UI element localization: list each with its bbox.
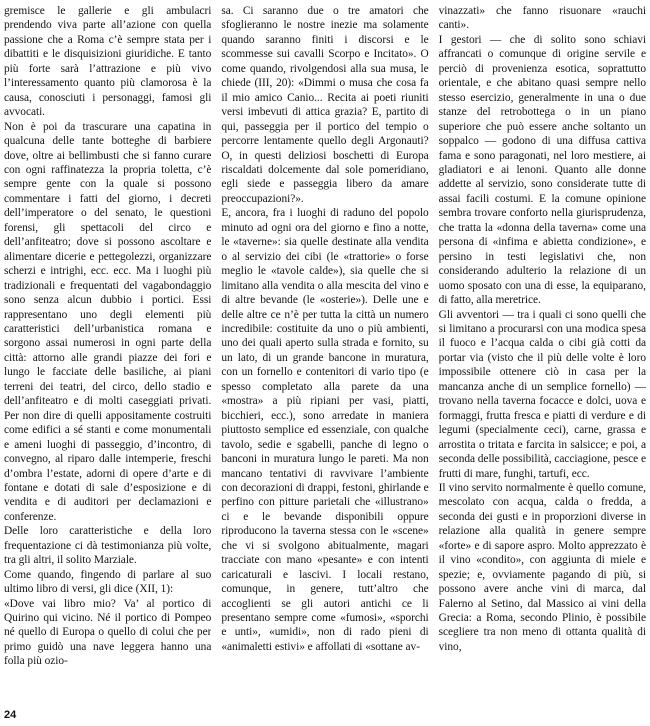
text-column-1 — [4, 4, 211, 704]
page-body — [4, 4, 646, 704]
paragraph: Come quando, fingendo di parlare al suo ultimo libro di versi, gli dice (XII, 1): — [4, 568, 212, 596]
page-number: 24 — [4, 709, 17, 721]
paragraph: Delle loro caratteristiche e della loro frequentazione ci dà testimonianza più volte, tra gli altri, il solito Marziale. — [4, 525, 212, 567]
text-column-3 — [439, 4, 646, 704]
paragraph: sa. Ci saranno due o tre amatori che sfoglieranno le nostre inezie ma solamente quando saranno finiti i discorsi e le scommesse sui cavalli Scorpo e Incitato». O come quando, rivolgendosi alla sua musa, le chiede (III, 20): «Dimmi o musa che cosa fa il mio amico Canio... Recita ai poeti riuniti versi imbevuti di attica grazia? E, partito di qui, passeggia per il portico del tempio o percorre lentamente quello degli Argonauti? O, in questi deliziosi boschetti di Europa riscaldati dolcemente dal sole pomeridiano, egli siede e passeggia libero da amare preoccupazioni?». — [221, 5, 429, 205]
text-column-2 — [221, 4, 428, 704]
paragraph: vinazzati» che fanno risuonare «rauchi canti». — [438, 5, 646, 32]
paragraph: I gestori — che di solito sono schiavi affrancati o comunque di origine servile e perciò di provenienza esotica, soprattutto orientale, e che abitano quasi sempre nello stesso esercizio, generalmente in una o due stanze del retrobottega o in un piano superiore che può essere anche soltanto un soppalco — godono di una diffusa cattiva fama e sono paragonati, nel loro mestiere, ai gladiatori e ai lenoni. Quanto alle donne addette al servizio, sono considerate tutte di assai facili costumi. E la comune opinione sembra trovare conforto nella giurisprudenza, che tratta la «donna della taverna» come una persona di «infima e abietta condizione», e persino in testi legislativi che, non considerando adulterio la relazione di un uomo sposato con una di esse, la equiparano, di fatto, alla meretrice. — [438, 33, 646, 307]
paragraph: Gli avventori — tra i quali ci sono quelli che si limitano a procurarsi con una modica spesa il fuoco e l’acqua calda o cibi già cotti da portar via (visto che il più delle volte è loro impossibile ottenere ciò in casa per la mancanza anche di un semplice fornello) — trovano nella taverna focacce e dolci, uova e formaggi, frutta fresca e piatti di verdure e di legumi (specialmente ceci), carne, grassa e arrostita o tritata e farcita in salsicce; e poi, a seconda delle possibilità, cacciagione, pesce e frutti di mare, funghi, tartufi, ecc. — [438, 308, 646, 480]
paragraph: «Dove vai libro mio? Va’ al portico di Quirino qui vicino. Né il portico di Pompeo né quello di Europa o quello di colui che per primo guidò una nave leggera hanno una folla più ozio- — [4, 597, 212, 668]
paragraph: Non è poi da trascurare una capatina in qualcuna delle tante botteghe di barbiere dove, oltre ai bellimbusti che si fanno curare con ogni raffinatezza la propria toletta, c’è sempre gente con la quale si possono commentare i fatti del giorno, i decreti dell’imperatore o del senato, le questioni forensi, gli spettacoli del circo e dell’anfiteatro; dove si possono ascoltare e alimentare dicerie e pettegolezzi, organizzare scherzi e intrighi, ecc. ecc. Ma i luoghi più tradizionali e frequentati del vagabondaggio sono senza alcun dubbio i portici. Essi rappresentano uno degli elementi più caratteristici dell’urbanistica romana e sorgono assai numerosi in ogni parte della città: attorno alle grandi piazze dei fori e lungo le facciate delle basiliche, ai piani terreni dei teatri, del circo, dello stadio e dell’anfiteatro e di molti caseggiati privati. Per non dire di quelli appositamente costruiti come edifici a sé stanti e come monumentali e ameni luoghi di passeggio, d’incontro, di convegno, al riparo dalle intemperie, freschi d’ombra l’estate, adorni di opere d’arte e di fontane e dotati di sale d’esposizione e di vendita e di auditori per declamazioni e conferenze. — [4, 120, 212, 523]
paragraph: Il vino servito normalmente è quello comune, mescolato con acqua, calda o fredda, a seconda dei gusti e in proporzioni diverse in relazione alla qualità in genere sempre «forte» e di sapore aspro. Molto apprezzato è il vino «condito», con aggiunta di miele e spezie; e, ovviamente pagando di più, si possono avere anche vini di marca, dal Falerno al Setino, dal Massico ai vini della Grecia: a Roma, secondo Plinio, è possibile scegliere tra non meno di ottanta qualità di vino, — [438, 481, 646, 653]
paragraph: E, ancora, fra i luoghi di raduno del popolo minuto ad ogni ora del giorno e fino a notte, le «taverne»: sia quelle destinate alla vendita o al servizio dei cibi (le «trattorie» o forse meglio le «tavole calde»), sia quelle che si limitano alla vendita o alla mescita del vino e di altre bevande (le «osterie»). Delle une e delle altre ce n’è per tutta la città un numero incredibile: costituite da uno o più ambienti, uno dei quali aperto sulla strada e fornito, su un lato, di un grande bancone in muratura, con un fornello e contenitori di vario tipo (e spesso completato alla parete da una «mostra» a più ripiani per vasi, piatti, bicchieri, ecc.), sono arredate in maniera piuttosto semplice ed essenziale, con qualche tavolo, sedie e sgabelli, panche di legno o banconi in muratura lungo le pareti. Ma non mancano tentativi di ravvivare l’ambiente con decorazioni di drappi, festoni, ghirlande e perfino con pitture parietali che «illustrano» ci e le bevande disponibili oppure riproducono la taverna stessa con le «scene» che vi si svolgono abitualmente, magari tracciate con mano «pesante» e con intenti caricaturali e lascivi. I locali restano, comunque, in genere, tutt’altro che accoglienti se gli autori antichi ce li presentano sempre come «fumosi», «sporchi e unti», «umidi», non di rado pieni di «animaletti estivi» e affollati di «sottane av- — [221, 207, 429, 653]
paragraph: gremisce le gallerie e gli ambulacri prendendo viva parte all’azione con quella passione che a Roma c’è sempre stata per i dibattiti e le disquisizioni giuridiche. E tanto più forte sarà l’attrazione e più vivo l’interessamento quanto più clamorosa è la causa, conosciuti i personaggi, famosi gli avvocati. — [4, 5, 212, 119]
